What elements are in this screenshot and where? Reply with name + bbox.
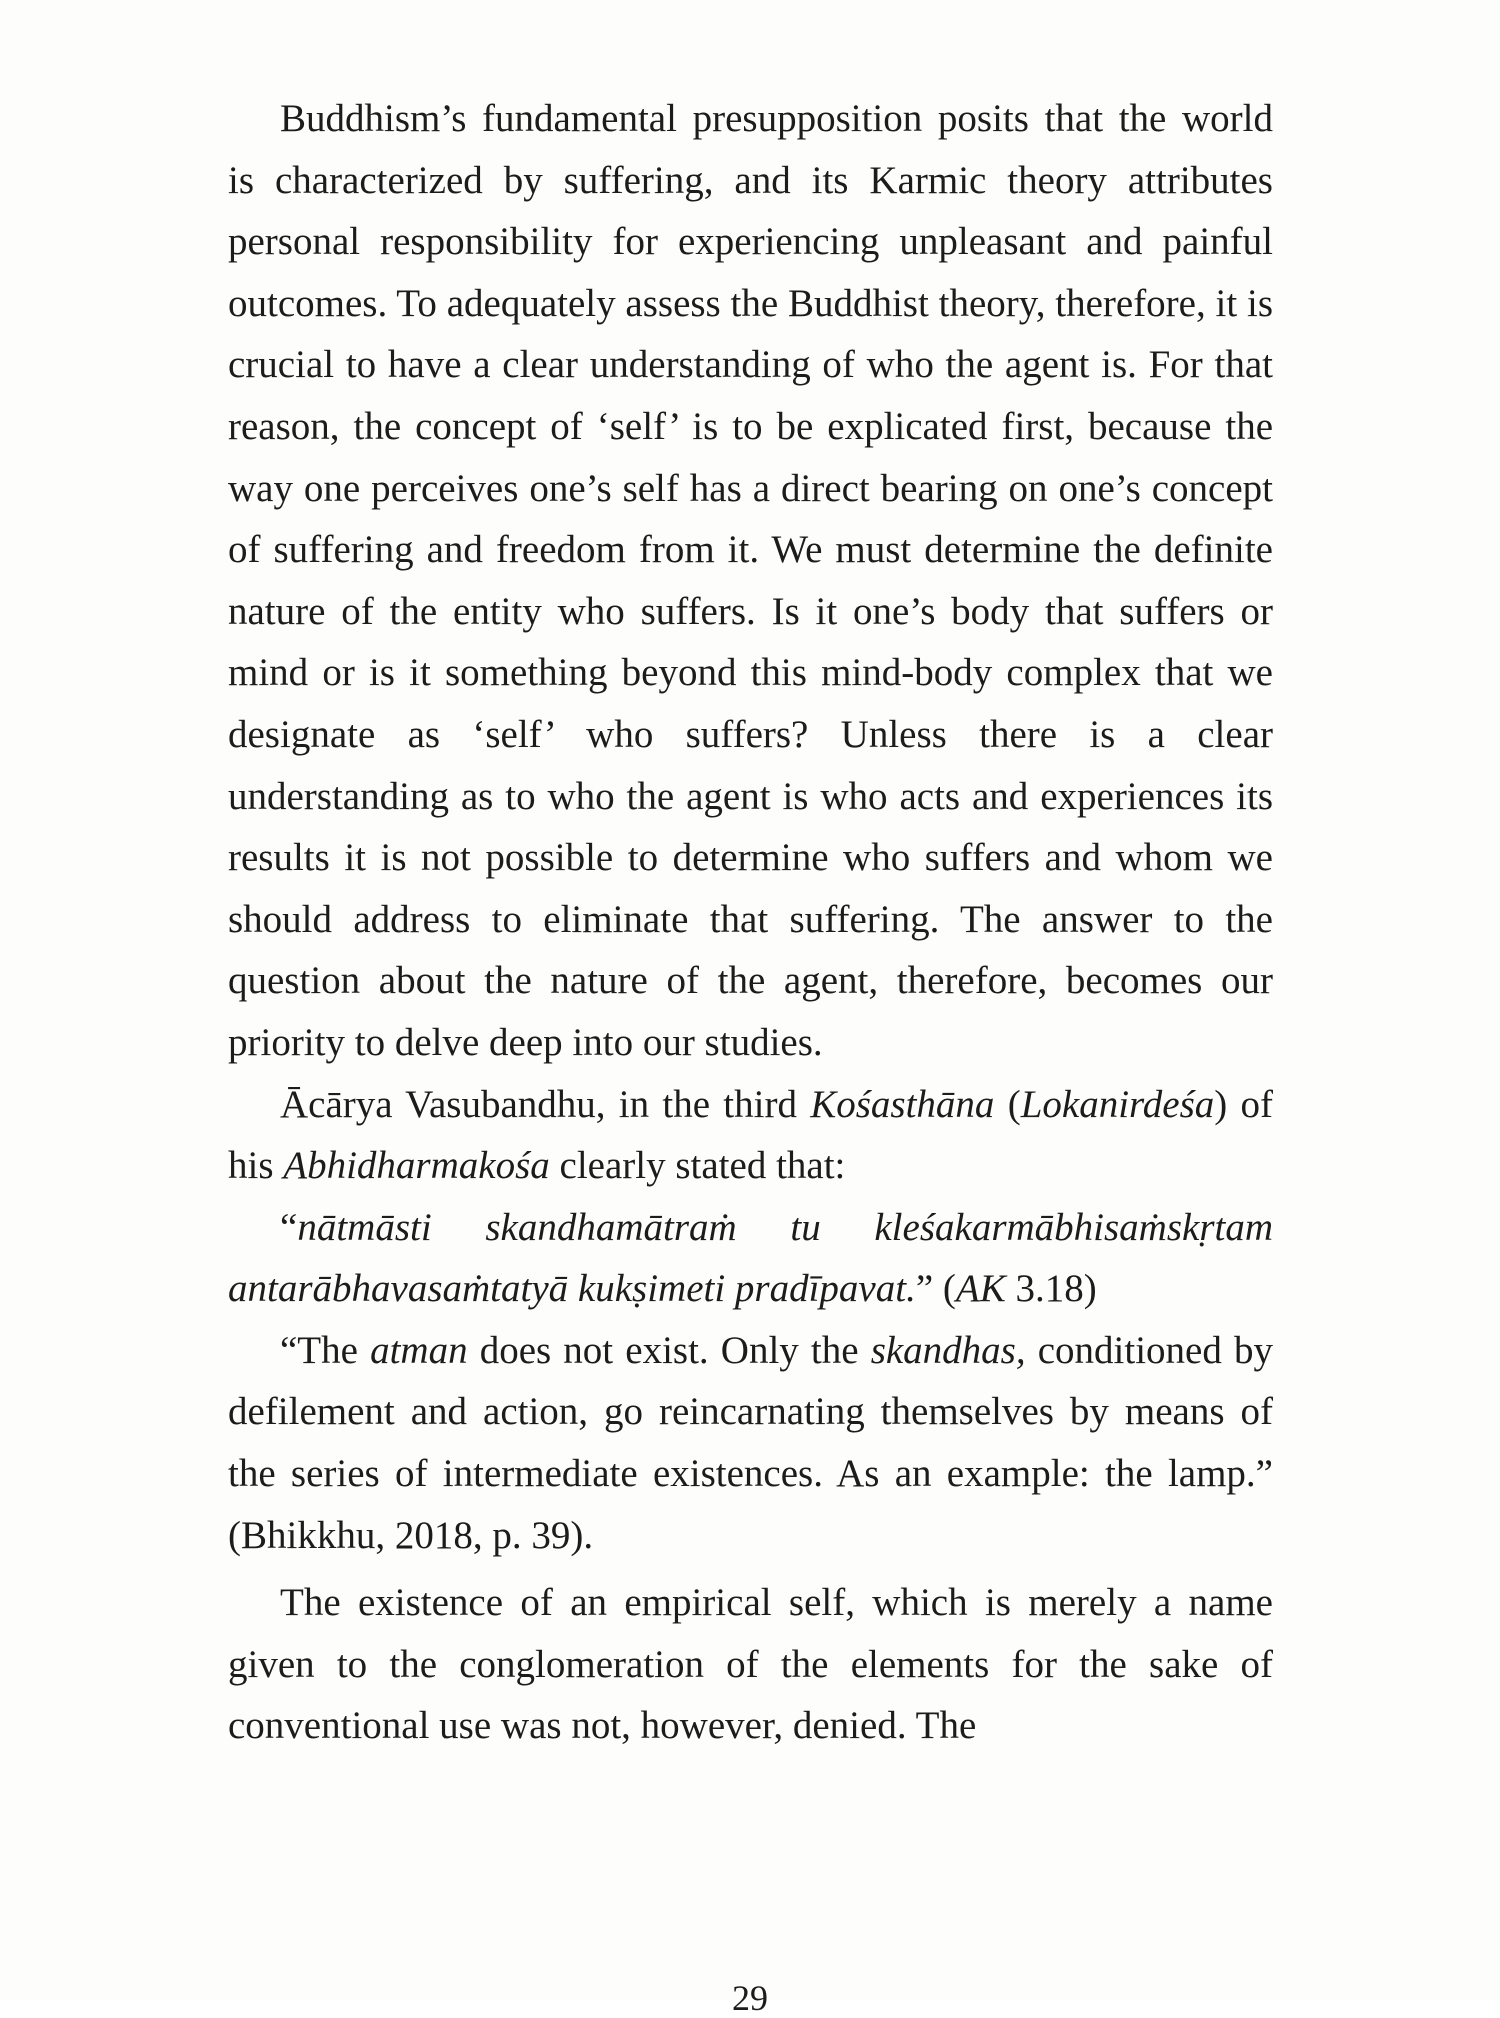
verse-close-quote: ” ( — [915, 1267, 956, 1311]
abhidharmakosa-title: Abhidharmakośa — [283, 1144, 550, 1188]
sanskrit-verse: nātmāsti skandhamātraṁ tu kleśakarmābhisaṁskṛtam antarābhavasaṁtatyā kukṣimeti pradīpavat. — [228, 1205, 1273, 1311]
atman-term: atman — [370, 1328, 468, 1372]
translation-open: “The — [280, 1328, 371, 1372]
paragraph-empirical-self: The existence of an empirical self, which is merely a name given to the conglomeration of the elements for the sake of conventional use was not, however, denied. The — [228, 1581, 1273, 1748]
verse-reference: 3.18) — [1005, 1267, 1097, 1311]
vasubandhu-intro-tail: clearly stated that: — [549, 1144, 846, 1188]
paragraph-verse-translation — [228, 1320, 1273, 1566]
paragraph-suffering-and-self: Buddhism’s fundamental presupposition posits that the world is characterized by suffering, and its Karmic theory attributes personal responsibility for experiencing unpleasant and painful outcomes. To adequately assess the Buddhist theory, therefore, it is crucial to have a clear understanding of who the agent is. For that reason, the concept of ‘self’ is to be explicated first, because the way one perceives one’s self has a direct bearing on one’s concept of suffering and freedom from it. We must determine the definite nature of the entity who suffers. Is it one’s body that suffers or mind or is it something beyond this mind-body complex that we designate as ‘self’ who suffers? Unless there is a clear understanding as to who the agent is who acts and experiences its results it is not possible to determine who suffers and whom we should address to eliminate that suffering. The answer to the question about the nature of the agent, therefore, becomes our priority to delve deep into our studies. — [228, 97, 1273, 1064]
paragraph-vasubandhu-intro — [228, 1074, 1273, 1197]
vasubandhu-intro-mid: ) of his — [228, 1082, 1274, 1188]
skandhas-term: skandhas, — [870, 1328, 1026, 1372]
open-paren: ( — [994, 1082, 1021, 1126]
paragraph-sanskrit-verse — [228, 1197, 1273, 1320]
body-text — [228, 88, 1273, 1757]
ak-abbreviation: AK — [955, 1267, 1006, 1311]
kosasthana-title: Kośasthāna — [810, 1082, 995, 1126]
vasubandhu-intro-lead: Ācārya Vasubandhu, in the third — [280, 1082, 811, 1126]
translation-mid: does not exist. Only the — [467, 1328, 871, 1372]
lokanirdesa-title: Lokanirdeśa — [1020, 1082, 1215, 1126]
translation-tail: conditioned by defilement and action, go reincarnating themselves by means of the series of intermediate existences. As an example: the lamp.” (Bhikkhu, 2018, p. 39). — [228, 1328, 1273, 1557]
verse-open-quote: “ — [280, 1205, 298, 1249]
page-number: 29 — [732, 1978, 768, 2018]
